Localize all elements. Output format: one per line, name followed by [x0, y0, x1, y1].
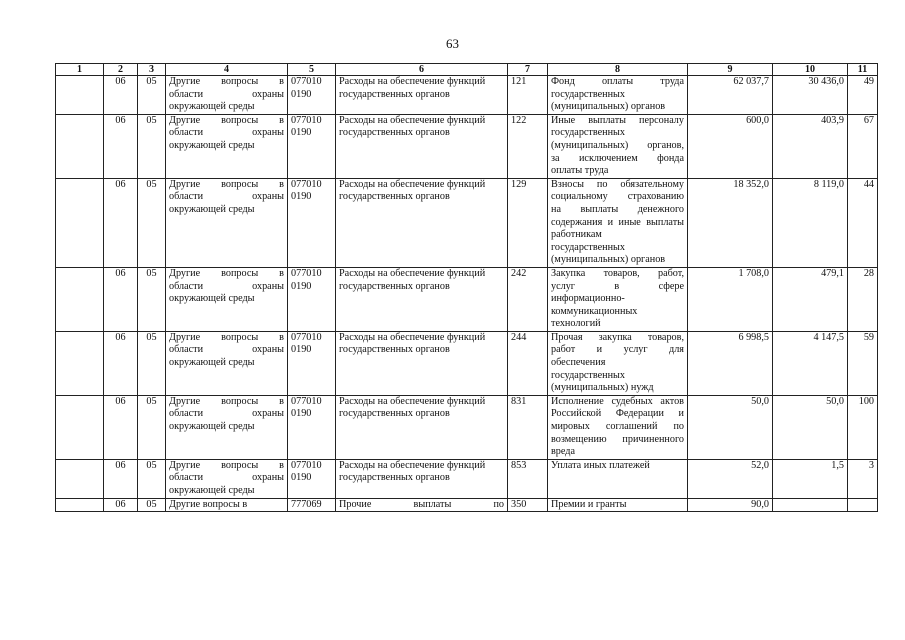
cell-line: 077010 — [291, 114, 322, 126]
cell-line: окружающей среды — [169, 203, 255, 215]
cell-actual-amount: 1,5 — [773, 459, 848, 498]
cell-actual-amount: 8 119,0 — [773, 178, 848, 267]
cell-line: Российской Федерации и — [551, 408, 684, 420]
cell-line: Другие вопросы в — [169, 114, 284, 126]
cell-target-code — [288, 76, 336, 115]
cell-expense-type: 122 — [508, 114, 548, 178]
cell-col1 — [56, 267, 104, 331]
cell-section: 06 — [104, 267, 138, 331]
cell-line: 0190 — [291, 88, 312, 100]
cell-line: 0190 — [291, 408, 312, 420]
cell-line: Расходы на обеспечение функций государственных органов — [339, 331, 486, 356]
column-header: 9 — [688, 64, 773, 76]
cell-line: (муниципальных) нужд — [551, 382, 654, 394]
column-header: 7 — [508, 64, 548, 76]
cell-line: Другие вопросы в — [169, 395, 284, 407]
cell-plan-amount: 6 998,5 — [688, 331, 773, 395]
cell-line: (муниципальных) органов — [551, 254, 666, 266]
cell-expense-name — [548, 459, 688, 498]
cell-actual-amount: 479,1 — [773, 267, 848, 331]
cell-expense-name — [548, 331, 688, 395]
cell-target-name — [336, 178, 508, 267]
cell-section: 06 — [104, 76, 138, 115]
page-number: 63 — [446, 36, 459, 51]
cell-line: Расходы на обеспечение функций государственных органов — [339, 178, 486, 203]
cell-line: мировых соглашений по — [551, 421, 684, 433]
cell-expense-type: 244 — [508, 331, 548, 395]
cell-target-code — [288, 498, 336, 512]
cell-section: 06 — [104, 114, 138, 178]
cell-target-name — [336, 395, 508, 459]
cell-plan-amount: 1 708,0 — [688, 267, 773, 331]
cell-section: 06 — [104, 459, 138, 498]
cell-line: государственных — [551, 369, 625, 381]
cell-subsection: 05 — [138, 114, 166, 178]
cell-line: за исключением фонда — [551, 152, 684, 164]
cell-line: окружающей среды — [169, 421, 255, 433]
cell-line: (муниципальных) органов — [551, 101, 666, 113]
cell-subsection: 05 — [138, 331, 166, 395]
cell-expense-type: 121 — [508, 76, 548, 115]
cell-section-name — [166, 178, 288, 267]
cell-line: 077010 — [291, 459, 322, 471]
cell-plan-amount: 18 352,0 — [688, 178, 773, 267]
cell-target-code — [288, 114, 336, 178]
cell-subsection: 05 — [138, 267, 166, 331]
cell-plan-amount: 62 037,7 — [688, 76, 773, 115]
cell-col1 — [56, 498, 104, 512]
cell-actual-amount — [773, 498, 848, 512]
cell-line: коммуникационных — [551, 305, 638, 317]
cell-target-name — [336, 498, 508, 512]
cell-subsection: 05 — [138, 459, 166, 498]
cell-line: 777069 — [291, 498, 322, 510]
cell-percent: 59 — [848, 331, 878, 395]
cell-line: области охраны — [169, 88, 284, 100]
cell-line: 0190 — [291, 280, 312, 292]
cell-line: области охраны — [169, 127, 284, 139]
cell-expense-name — [548, 395, 688, 459]
cell-actual-amount: 4 147,5 — [773, 331, 848, 395]
cell-expense-name — [548, 76, 688, 115]
cell-line: Расходы на обеспечение функций государственных органов — [339, 459, 486, 484]
cell-target-code — [288, 395, 336, 459]
budget-table — [55, 63, 878, 512]
cell-section: 06 — [104, 498, 138, 512]
cell-line: услуг в сфере — [551, 280, 684, 292]
cell-percent: 3 — [848, 459, 878, 498]
cell-percent: 67 — [848, 114, 878, 178]
cell-section-name — [166, 395, 288, 459]
cell-plan-amount: 600,0 — [688, 114, 773, 178]
cell-line: Иные выплаты персоналу — [551, 114, 684, 126]
cell-line: оплаты труда — [551, 165, 609, 177]
column-header: 5 — [288, 64, 336, 76]
cell-col1 — [56, 395, 104, 459]
cell-line: вреда — [551, 446, 575, 458]
cell-col1 — [56, 76, 104, 115]
cell-section-name — [166, 114, 288, 178]
cell-section-name — [166, 76, 288, 115]
cell-actual-amount: 30 436,0 — [773, 76, 848, 115]
cell-expense-name — [548, 498, 688, 512]
cell-line: Уплата иных платежей — [551, 459, 650, 471]
cell-expense-type: 242 — [508, 267, 548, 331]
column-header: 1 — [56, 64, 104, 76]
cell-line: Другие вопросы в — [169, 459, 284, 471]
cell-line: 0190 — [291, 344, 312, 356]
cell-line: Расходы на обеспечение функций государственных органов — [339, 76, 486, 100]
cell-line: 077010 — [291, 395, 322, 407]
cell-col1 — [56, 114, 104, 178]
cell-line: 077010 — [291, 267, 322, 279]
column-header: 3 — [138, 64, 166, 76]
cell-line: содержания и иные выплаты — [551, 216, 684, 228]
cell-expense-type: 831 — [508, 395, 548, 459]
cell-section: 06 — [104, 395, 138, 459]
cell-line: Фонд оплаты труда — [551, 76, 684, 87]
cell-line: Премии и гранты — [551, 498, 627, 510]
cell-target-name — [336, 459, 508, 498]
cell-line: возмещению причиненного — [551, 433, 684, 445]
cell-line: 077010 — [291, 76, 322, 87]
cell-plan-amount: 52,0 — [688, 459, 773, 498]
cell-line: 0190 — [291, 127, 312, 139]
table-row — [56, 459, 878, 498]
cell-line: Расходы на обеспечение функций государственных органов — [339, 267, 486, 292]
cell-line: окружающей среды — [169, 101, 255, 113]
cell-plan-amount: 50,0 — [688, 395, 773, 459]
table-row — [56, 114, 878, 178]
cell-line: 0190 — [291, 472, 312, 484]
cell-line: социальному страхованию — [551, 191, 684, 203]
column-header: 10 — [773, 64, 848, 76]
cell-target-code — [288, 267, 336, 331]
cell-line: Другие вопросы в — [169, 267, 284, 279]
cell-percent — [848, 498, 878, 512]
cell-target-code — [288, 459, 336, 498]
cell-line: информационно- — [551, 293, 625, 305]
cell-line: 077010 — [291, 331, 322, 343]
cell-line: окружающей среды — [169, 293, 255, 305]
cell-target-name — [336, 267, 508, 331]
cell-col1 — [56, 178, 104, 267]
table-row — [56, 178, 878, 267]
cell-line: окружающей среды — [169, 139, 255, 151]
table-row — [56, 395, 878, 459]
cell-target-code — [288, 178, 336, 267]
cell-line: работникам — [551, 229, 602, 241]
cell-actual-amount: 403,9 — [773, 114, 848, 178]
cell-line: на выплаты денежного — [551, 203, 684, 215]
cell-section: 06 — [104, 178, 138, 267]
table-row — [56, 498, 878, 512]
cell-expense-name — [548, 178, 688, 267]
column-header: 11 — [848, 64, 878, 76]
cell-line: государственных — [551, 88, 625, 100]
cell-line: Прочие выплаты по — [339, 498, 504, 510]
cell-line: технологий — [551, 318, 601, 330]
cell-section: 06 — [104, 331, 138, 395]
cell-plan-amount: 90,0 — [688, 498, 773, 512]
column-header: 4 — [166, 64, 288, 76]
cell-target-name — [336, 76, 508, 115]
cell-expense-name — [548, 267, 688, 331]
cell-line: Взносы по обязательному — [551, 178, 684, 190]
cell-line: Прочая закупка товаров, — [551, 331, 684, 343]
column-header: 2 — [104, 64, 138, 76]
cell-section-name — [166, 459, 288, 498]
cell-line: (муниципальных) органов, — [551, 139, 684, 151]
cell-line: области охраны — [169, 408, 284, 420]
cell-line: Другие вопросы в — [169, 76, 284, 87]
cell-expense-type: 853 — [508, 459, 548, 498]
cell-line: Закупка товаров, работ, — [551, 267, 684, 279]
cell-line: области охраны — [169, 344, 284, 356]
table-row — [56, 267, 878, 331]
cell-line: работ и услуг для — [551, 344, 684, 356]
cell-line: обеспечения — [551, 357, 606, 369]
cell-section-name — [166, 267, 288, 331]
cell-subsection: 05 — [138, 76, 166, 115]
cell-subsection: 05 — [138, 395, 166, 459]
cell-actual-amount: 50,0 — [773, 395, 848, 459]
cell-line: Исполнение судебных актов — [551, 395, 684, 407]
cell-target-name — [336, 331, 508, 395]
cell-line: окружающей среды — [169, 485, 255, 496]
cell-line: 077010 — [291, 178, 322, 190]
cell-target-name — [336, 114, 508, 178]
cell-line: Другие вопросы в — [169, 498, 248, 510]
column-header: 6 — [336, 64, 508, 76]
cell-line: Другие вопросы в — [169, 331, 284, 343]
cell-subsection: 05 — [138, 498, 166, 512]
cell-line: окружающей среды — [169, 357, 255, 369]
cell-section-name — [166, 331, 288, 395]
cell-percent: 49 — [848, 76, 878, 115]
cell-subsection: 05 — [138, 178, 166, 267]
header-row — [56, 64, 878, 76]
cell-expense-name — [548, 114, 688, 178]
table-row — [56, 331, 878, 395]
cell-percent: 100 — [848, 395, 878, 459]
cell-line: Другие вопросы в — [169, 178, 284, 190]
cell-line: области охраны — [169, 280, 284, 292]
cell-percent: 28 — [848, 267, 878, 331]
cell-line: области охраны — [169, 191, 284, 203]
cell-col1 — [56, 331, 104, 395]
cell-col1 — [56, 459, 104, 498]
cell-line: Расходы на обеспечение функций государственных органов — [339, 114, 486, 139]
cell-expense-type: 129 — [508, 178, 548, 267]
cell-section-name — [166, 498, 288, 512]
cell-line: области охраны — [169, 472, 284, 484]
cell-line: государственных — [551, 241, 625, 253]
cell-line: Расходы на обеспечение функций государственных органов — [339, 395, 486, 420]
cell-expense-type: 350 — [508, 498, 548, 512]
cell-percent: 44 — [848, 178, 878, 267]
cell-line: государственных — [551, 127, 625, 139]
table-row — [56, 76, 878, 115]
cell-target-code — [288, 331, 336, 395]
column-header: 8 — [548, 64, 688, 76]
cell-line: 0190 — [291, 191, 312, 203]
